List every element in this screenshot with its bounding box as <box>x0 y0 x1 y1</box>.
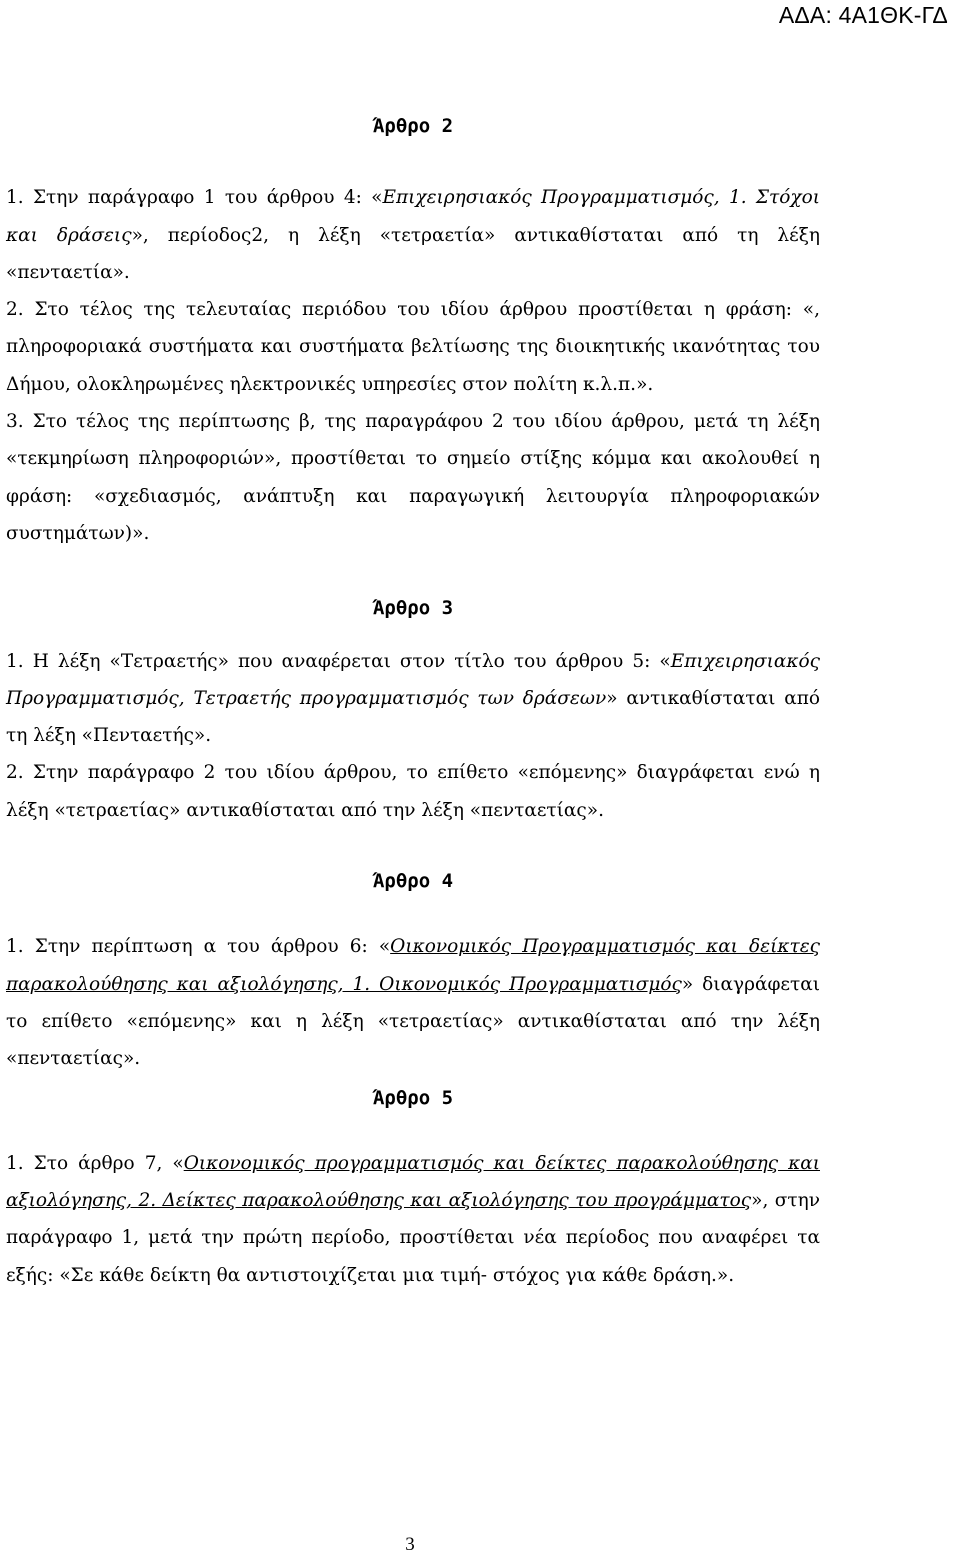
article-2-paragraph-3: 3. Στο τέλος της περίπτωσης β, της παραγράφου 2 του ιδίου άρθρου, μετά τη λέξη «τεκμηρίωση πληροφοριών», προστίθεται το σημείο στίξης κόμμα και ακολουθεί η φράση: «σχεδιασμός, ανάπτυξη και παραγωγική λειτουργία πληροφοριακών συστημάτων)». <box>6 411 820 544</box>
article-5-paragraph-1 <box>6 1145 820 1294</box>
text-run: », περίοδος2, η λέξη «τετραετία» αντικαθίσταται από τη λέξη «πενταετία». <box>6 224 821 283</box>
text-run: » αντικαθίσταται από τη λέξη «Πενταετής». <box>6 687 820 747</box>
article-4-title: Άρθρο 4 <box>372 870 454 893</box>
article-3-title: Άρθρο 3 <box>372 597 454 620</box>
article-2-title: Άρθρο 2 <box>372 115 454 137</box>
article-2-paragraph-2: 2. Στο τέλος της τελευταίας περιόδου του ιδίου άρθρου προστίθεται η φράση: «, πληροφοριακά συστήματα και συστήματα βελτίωσης της διοικητικής ικανότητας του Δήμου, ολοκληρωμένες ηλεκτρονικές υπηρεσίες στον πολίτη κ.λ.π.». <box>6 299 820 395</box>
article-5-title: Άρθρο 5 <box>372 1086 454 1109</box>
text-run: 1. Στο άρθρο 7, « <box>6 1152 184 1174</box>
article-2-paragraph-1 <box>6 179 820 291</box>
article-3-paragraph-1 <box>6 643 820 755</box>
italic-title: Οικονομικός προγραμματισμός και δείκτες παρακολούθησης και αξιολόγησης, 2. Δείκτες παρακολούθησης και αξιολόγησης του προγράμματος <box>6 1152 820 1212</box>
article-3-paragraph-2: 2. Στην παράγραφο 2 του ιδίου άρθρου, το επίθετο «επόμενης» διαγράφεται ενώ η λέξη «τετραετίας» αντικαθίσταται από την λέξη «πενταετίας». <box>6 762 820 821</box>
text-run: » διαγράφεται το επίθετο «επόμενης» και η λέξη «τετραετίας» αντικαθίσταται από την λέξη «πενταετίας». <box>6 973 820 1070</box>
text-run: 1. Η λέξη «Τετραετής» που αναφέρεται στον τίτλο του άρθρου 5: « <box>6 650 671 672</box>
document-body <box>6 108 820 1294</box>
article-4-paragraph-1 <box>6 928 820 1077</box>
text-run: », στην παράγραφο 1, μετά την πρώτη περίοδο, προστίθεται νέα περίοδος που αναφέρει τα εξής: «Σε κάθε δείκτη θα αντιστοιχίζεται μια τιμή- στόχος για κάθε δράση.». <box>6 1190 820 1286</box>
page-number: 3 <box>405 1534 415 1555</box>
text-run: 1. Στην περίπτωση α του άρθρου 6: « <box>6 936 391 958</box>
text-run: 1. Στην παράγραφο 1 του άρθρου 4: « <box>6 187 383 209</box>
ada-code: ΑΔΑ: 4Α1ΘΚ-ΓΔ <box>778 2 948 28</box>
italic-title: Επιχειρησιακός Προγραμματισμός, Τετραετής προγραμματισμός των δράσεων <box>6 650 820 709</box>
italic-title: Οικονομικός Προγραμματισμός και δείκτες παρακολούθησης και αξιολόγησης, 1. Οικονομικός Προγραμματισμός <box>6 936 820 995</box>
italic-title: Επιχειρησιακός Προγραμματισμός, 1. Στόχοι και δράσεις <box>6 187 820 246</box>
